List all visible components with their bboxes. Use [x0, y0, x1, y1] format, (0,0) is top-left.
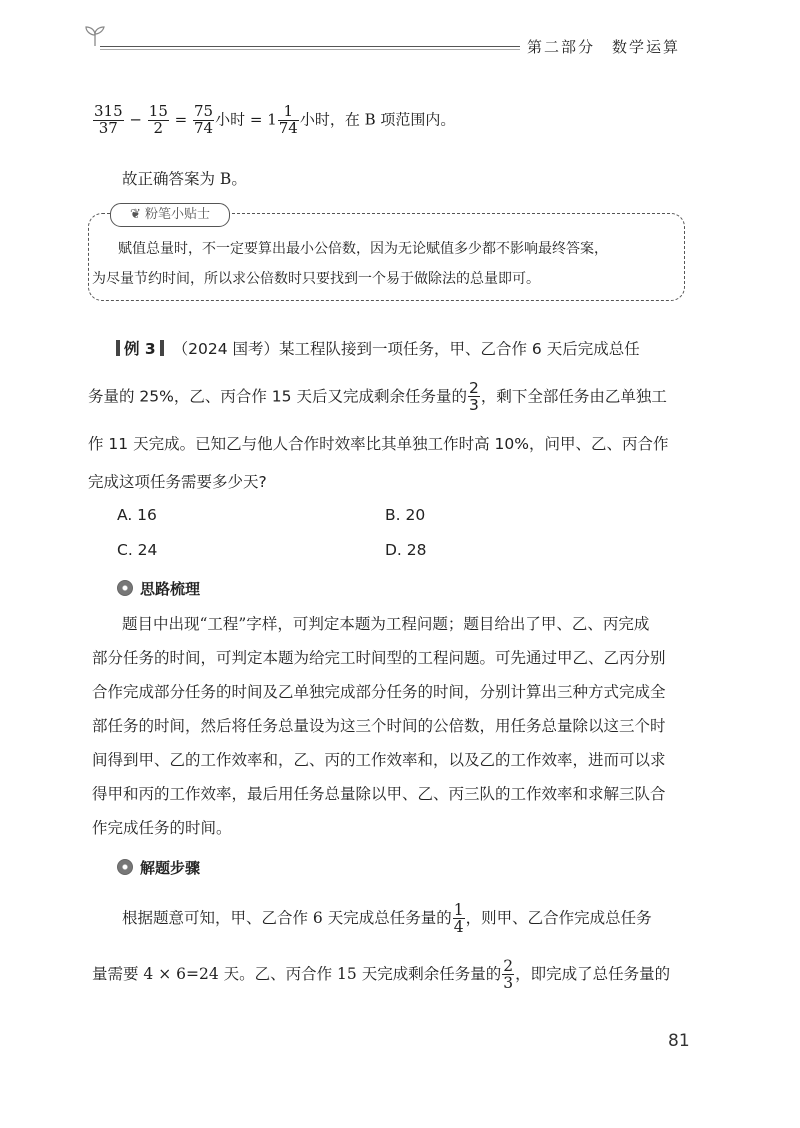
example-line-3: 作 11 天完成。已知乙与他人合作时效率比其单独工作时高 10%，问甲、乙、丙合作	[88, 435, 669, 453]
tip-label-text: 粉笔小贴士	[145, 207, 211, 222]
example-line-2-a: 务量的 25%，乙、丙合作 15 天后又完成剩余任务量的	[88, 387, 467, 406]
analysis-line-2: 部分任务的时间，可判定本题为给完工时间型的工程问题。可先通过甲乙、乙丙分别	[92, 649, 666, 667]
tip-line-1: 赋值总量时，不一定要算出最小公倍数，因为无论赋值多少都不影响最终答案，	[118, 241, 608, 257]
analysis-line-5: 间得到甲、乙的工作效率和，乙、丙的工作效率和，以及乙的工作效率，进而可以求	[92, 751, 666, 769]
example-tag: 例 3	[124, 340, 156, 358]
page-number: 81	[668, 1031, 690, 1051]
example-line-1	[112, 337, 640, 359]
example-line-2-b: ，剩下全部任务由乙单独工	[480, 387, 667, 406]
fraction-2-3-solution: $\frac{2}{3}$	[503, 957, 514, 993]
analysis-line-7: 作完成任务的时间。	[92, 819, 232, 837]
analysis-line-4: 部任务的时间，然后将任务总量设为这三个时间的公倍数，用任务总量除以这三个时	[92, 717, 666, 735]
header-rule	[100, 46, 520, 47]
solution-line-2-b: ，即完成了总任务量的	[515, 964, 671, 983]
tag-bar-left	[116, 340, 120, 356]
option-b: B. 20	[385, 506, 426, 524]
analysis-line-3: 合作完成部分任务的时间及乙单独完成部分任务的时间，分别计算出三种方式完成全	[92, 683, 666, 701]
example-line-4: 完成这项任务需要多少天?	[88, 473, 267, 491]
minus-sign: −	[129, 110, 142, 129]
analysis-line-1: 题目中出现“工程”字样，可判定本题为工程问题；题目给出了甲、乙、丙完成	[122, 615, 650, 633]
solution-heading-text: 解题步骤	[140, 859, 201, 877]
fraction-1-4: $\frac{1}{4}$	[453, 901, 464, 937]
option-a: A. 16	[117, 506, 157, 524]
analysis-heading	[117, 578, 200, 599]
tip-label	[110, 203, 230, 227]
solution-line-2-a: 量需要 4 × 6=24 天。乙、丙合作 15 天完成剩余任务量的	[92, 964, 502, 983]
analysis-line-6: 得甲和丙的工作效率，最后用任务总量除以甲、乙、丙三队的工作效率和求解三队合	[92, 785, 666, 803]
option-d: D. 28	[385, 541, 427, 559]
fraction-1-74: $\frac{1}{74}$	[278, 102, 298, 137]
analysis-heading-text: 思路梳理	[140, 580, 201, 598]
tip-line-2: 为尽量节约时间，所以求公倍数时只要找到一个易于做除法的总量即可。	[92, 271, 540, 287]
solution-heading	[117, 857, 200, 878]
target-icon	[117, 580, 133, 596]
calc-unit: 小时 = 1	[215, 110, 277, 129]
tip-sprout-icon: ❦	[129, 207, 141, 222]
sprout-icon	[82, 22, 108, 48]
calc-tail: 小时，在 B 项范围内。	[299, 110, 456, 129]
example-line-2	[88, 380, 667, 414]
conclusion-text: 故正确答案为 B。	[122, 170, 247, 188]
header-rule-secondary	[100, 49, 520, 50]
fraction-315-37: $\frac{315}{37}$	[94, 102, 123, 137]
fraction-75-74: $\frac{75}{74}$	[194, 102, 214, 137]
calculation-line	[92, 104, 455, 137]
solution-line-1-b: ，则甲、乙合作完成总任务	[465, 908, 652, 927]
section-title: 第二部分 数学运算	[527, 38, 681, 56]
gear-icon	[117, 859, 133, 875]
fraction-15-2: $\frac{15}{2}$	[148, 102, 168, 137]
equals-sign: =	[174, 110, 188, 129]
option-c: C. 24	[117, 541, 158, 559]
solution-line-1	[122, 902, 652, 936]
tag-bar-right	[160, 340, 164, 356]
solution-line-2	[92, 958, 670, 992]
fraction-2-3: $\frac{2}{3}$	[468, 379, 479, 415]
solution-line-1-a: 根据题意可知，甲、乙合作 6 天完成总任务量的	[122, 908, 452, 927]
example-line-1-text: （2024 国考）某工程队接到一项任务，甲、乙合作 6 天后完成总任	[172, 340, 640, 358]
